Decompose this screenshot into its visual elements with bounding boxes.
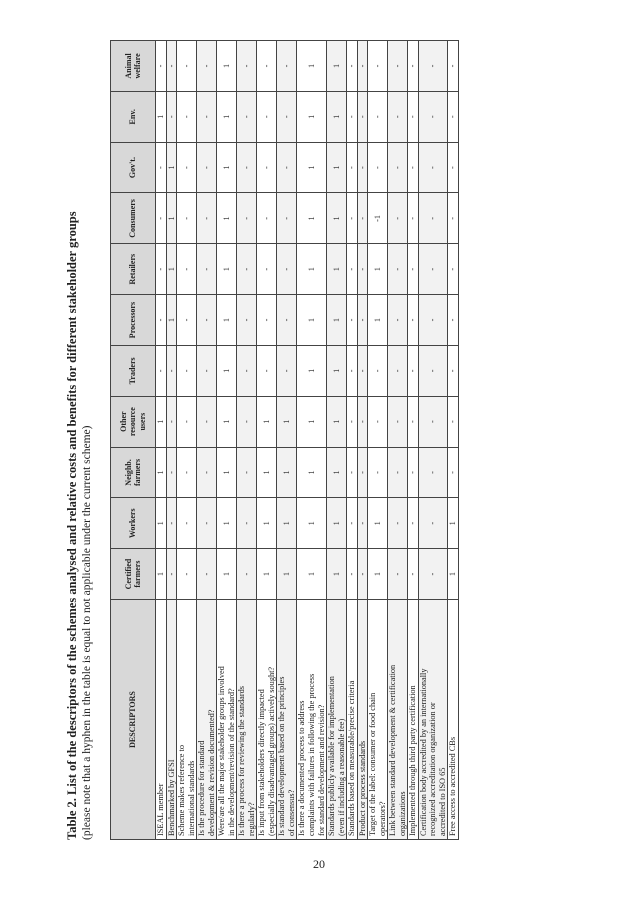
table-row: [357, 41, 368, 840]
value-cell: -: [408, 295, 419, 346]
table-subtitle: (please note that a hyphen in the table is equal to not applicable under the current scheme): [81, 425, 93, 840]
value-cell: -: [448, 345, 459, 396]
value-cell: -: [357, 193, 368, 244]
value-cell: -: [277, 244, 297, 295]
value-cell: -: [368, 142, 388, 193]
table-row: [327, 41, 347, 840]
value-cell: -: [277, 41, 297, 92]
value-cell: -: [408, 549, 419, 600]
value-cell: 1: [156, 91, 167, 142]
value-cell: 1: [217, 193, 237, 244]
value-cell: -: [177, 447, 197, 498]
value-cell: -: [197, 549, 217, 600]
value-cell: -: [408, 396, 419, 447]
descriptor-line: Is there a documented process to address: [297, 700, 307, 836]
value-cell: -: [156, 345, 167, 396]
value-cell: -: [277, 295, 297, 346]
value-cell: -: [177, 91, 197, 142]
value-cell: -: [357, 447, 368, 498]
value-cell: -: [277, 91, 297, 142]
header-certified-farmers: [111, 549, 156, 600]
value-cell: -: [257, 193, 277, 244]
value-cell: -: [368, 447, 388, 498]
value-cell: -: [197, 142, 217, 193]
value-cell: 1: [156, 549, 167, 600]
value-cell: 1: [217, 447, 237, 498]
value-cell: 1: [297, 447, 327, 498]
value-cell: -: [347, 142, 358, 193]
value-cell: -: [448, 142, 459, 193]
value-cell: 1: [368, 549, 388, 600]
header-line: farmers: [133, 458, 142, 487]
value-cell: -: [388, 498, 408, 549]
descriptor-cell: [297, 600, 327, 840]
descriptor-line: Is standard development based on the principles: [277, 676, 287, 836]
header-processors: Processors: [111, 295, 156, 346]
descriptor-cell: [418, 600, 448, 840]
value-cell: -: [197, 193, 217, 244]
value-cell: -: [418, 244, 448, 295]
value-cell: 1: [297, 549, 327, 600]
value-cell: -: [257, 142, 277, 193]
header-neighb-farmers: [111, 447, 156, 498]
descriptor-cell: [388, 600, 408, 840]
value-cell: -: [197, 244, 217, 295]
value-cell: -: [166, 41, 177, 92]
value-cell: -: [237, 447, 257, 498]
value-cell: -: [197, 345, 217, 396]
value-cell: -: [388, 91, 408, 142]
descriptor-cell: [357, 600, 368, 840]
value-cell: -: [347, 549, 358, 600]
value-cell: -: [347, 498, 358, 549]
value-cell: -: [277, 142, 297, 193]
value-cell: -: [347, 41, 358, 92]
value-cell: 1: [297, 244, 327, 295]
value-cell: 1: [327, 295, 347, 346]
descriptor-cell: [156, 600, 167, 840]
value-cell: 1: [257, 396, 277, 447]
header-retailers: Retailers: [111, 244, 156, 295]
value-cell: -: [237, 91, 257, 142]
value-cell: -: [237, 295, 257, 346]
value-cell: -: [166, 345, 177, 396]
table-row: [418, 41, 448, 840]
page-number: 20: [313, 857, 325, 871]
value-cell: 1: [327, 345, 347, 396]
value-cell: 1: [166, 295, 177, 346]
value-cell: -: [418, 41, 448, 92]
value-cell: -: [257, 295, 277, 346]
value-cell: 1: [368, 498, 388, 549]
value-cell: -1: [368, 193, 388, 244]
value-cell: 1: [297, 142, 327, 193]
value-cell: 1: [297, 193, 327, 244]
value-cell: 1: [297, 91, 327, 142]
value-cell: -: [237, 142, 257, 193]
value-cell: 1: [327, 91, 347, 142]
value-cell: -: [257, 345, 277, 396]
value-cell: 1: [297, 498, 327, 549]
descriptor-line: ISEAL member: [156, 783, 165, 836]
table-row: [347, 41, 358, 840]
value-cell: 1: [217, 244, 237, 295]
value-cell: -: [418, 396, 448, 447]
header-workers: Workers: [111, 498, 156, 549]
table-row: [177, 41, 197, 840]
value-cell: -: [368, 41, 388, 92]
value-cell: -: [448, 396, 459, 447]
descriptor-line: international standards: [186, 760, 196, 836]
value-cell: -: [357, 91, 368, 142]
value-cell: 1: [297, 41, 327, 92]
header-line: Neighb.: [123, 459, 133, 486]
descriptor-cell: [217, 600, 237, 840]
descriptor-cell: [197, 600, 217, 840]
value-cell: 1: [448, 498, 459, 549]
value-cell: -: [418, 193, 448, 244]
value-cell: -: [166, 447, 177, 498]
value-cell: 1: [166, 142, 177, 193]
value-cell: -: [418, 142, 448, 193]
value-cell: -: [357, 142, 368, 193]
descriptor-cell: [237, 600, 257, 840]
header-line: farmers: [133, 560, 142, 588]
table-body: [156, 41, 459, 840]
value-cell: 1: [166, 244, 177, 295]
value-cell: 1: [217, 295, 237, 346]
rotated-table-page: [65, 40, 565, 840]
value-cell: 1: [217, 396, 237, 447]
value-cell: -: [448, 41, 459, 92]
descriptor-line: Product or process standards: [357, 740, 367, 836]
value-cell: -: [347, 193, 358, 244]
value-cell: -: [368, 345, 388, 396]
descriptor-line: (even if including a reasonable fee): [336, 718, 346, 836]
descriptor-line: organizations: [397, 791, 407, 836]
table-row: [217, 41, 237, 840]
descriptor-line: Implemented through third party certification: [408, 685, 418, 836]
value-cell: 1: [368, 295, 388, 346]
header-line: Certified: [123, 558, 133, 590]
value-cell: -: [156, 295, 167, 346]
descriptor-line: Standards publicly available for implementation: [327, 676, 337, 836]
descriptor-line: regularly?: [246, 802, 256, 836]
value-cell: 1: [327, 447, 347, 498]
value-cell: 1: [257, 549, 277, 600]
value-cell: -: [257, 41, 277, 92]
table-row: [388, 41, 408, 840]
value-cell: 1: [217, 345, 237, 396]
value-cell: -: [177, 549, 197, 600]
value-cell: -: [368, 396, 388, 447]
value-cell: -: [197, 498, 217, 549]
descriptor-cell: [166, 600, 177, 840]
header-animal-welfare: [111, 41, 156, 92]
table-row: [156, 41, 167, 840]
header-descriptors: DESCRIPTORS: [111, 600, 156, 840]
value-cell: -: [408, 498, 419, 549]
value-cell: -: [357, 244, 368, 295]
value-cell: -: [177, 345, 197, 396]
value-cell: 1: [327, 396, 347, 447]
value-cell: -: [357, 41, 368, 92]
value-cell: -: [408, 244, 419, 295]
value-cell: -: [418, 295, 448, 346]
table-row: [368, 41, 388, 840]
value-cell: -: [166, 498, 177, 549]
value-cell: 1: [217, 498, 237, 549]
descriptor-line: (especially disadvantaged groups) actively sought?: [266, 666, 276, 836]
value-cell: -: [347, 295, 358, 346]
header-traders: Traders: [111, 345, 156, 396]
table-row: [197, 41, 217, 840]
value-cell: -: [156, 142, 167, 193]
value-cell: -: [156, 41, 167, 92]
value-cell: 1: [277, 447, 297, 498]
value-cell: -: [357, 396, 368, 447]
value-cell: -: [408, 345, 419, 396]
descriptor-line: Benchmarked by GFSI: [166, 759, 176, 836]
header-line: users: [137, 412, 147, 431]
table-row: [277, 41, 297, 840]
value-cell: 1: [156, 447, 167, 498]
descriptor-line: Link between standard development & certification: [388, 664, 398, 836]
descriptor-cell: [327, 600, 347, 840]
descriptor-cell: [347, 600, 358, 840]
descriptor-line: Scheme makes reference to: [177, 745, 187, 836]
value-cell: 1: [327, 41, 347, 92]
descriptor-line: Were/are all the major stakeholder groups involved: [217, 666, 227, 836]
descriptor-line: operators?: [377, 801, 387, 836]
header-line: Other: [119, 411, 129, 432]
value-cell: -: [418, 498, 448, 549]
table-row: [257, 41, 277, 840]
value-cell: 1: [277, 396, 297, 447]
descriptor-cell: [277, 600, 297, 840]
value-cell: 1: [448, 549, 459, 600]
descriptor-line: Certification body accredited by an internationally: [418, 668, 428, 836]
value-cell: -: [388, 193, 408, 244]
descriptor-line: Free access to accredited CBs: [448, 736, 458, 836]
descriptor-line: Standards based on measurable/precise criteria: [347, 680, 357, 836]
descriptor-line: for standard development and revision?: [316, 704, 326, 836]
value-cell: -: [448, 193, 459, 244]
value-cell: -: [237, 41, 257, 92]
value-cell: 1: [156, 498, 167, 549]
table-row: [408, 41, 419, 840]
descriptor-cell: [177, 600, 197, 840]
value-cell: -: [448, 244, 459, 295]
value-cell: -: [166, 91, 177, 142]
value-cell: -: [388, 41, 408, 92]
value-cell: -: [177, 193, 197, 244]
value-cell: 1: [277, 498, 297, 549]
header-row: [111, 41, 156, 840]
value-cell: -: [197, 91, 217, 142]
value-cell: -: [448, 447, 459, 498]
value-cell: -: [347, 447, 358, 498]
value-cell: -: [277, 345, 297, 396]
value-cell: 1: [297, 295, 327, 346]
value-cell: 1: [327, 549, 347, 600]
value-cell: 1: [257, 498, 277, 549]
value-cell: 1: [297, 345, 327, 396]
descriptor-line: Is the procedure for standard: [197, 740, 207, 836]
header-env: Env.: [111, 91, 156, 142]
value-cell: -: [257, 91, 277, 142]
value-cell: -: [197, 447, 217, 498]
value-cell: 1: [327, 244, 347, 295]
value-cell: -: [177, 295, 197, 346]
value-cell: -: [388, 142, 408, 193]
descriptor-line: in the development/revision of the standard?: [226, 688, 236, 836]
value-cell: -: [197, 295, 217, 346]
value-cell: -: [408, 193, 419, 244]
descriptor-line: complaints with failures in following the process: [306, 673, 316, 836]
value-cell: -: [357, 345, 368, 396]
value-cell: -: [408, 41, 419, 92]
table-row: [448, 41, 459, 840]
value-cell: 1: [217, 91, 237, 142]
value-cell: -: [388, 549, 408, 600]
descriptor-cell: [408, 600, 419, 840]
value-cell: -: [448, 295, 459, 346]
value-cell: 1: [297, 396, 327, 447]
value-cell: 1: [327, 142, 347, 193]
value-cell: -: [277, 193, 297, 244]
value-cell: -: [237, 549, 257, 600]
descriptor-line: accredited to ISO 65: [437, 767, 447, 836]
header-other-resource-users: [111, 396, 156, 447]
descriptors-table: [110, 40, 459, 840]
value-cell: -: [408, 142, 419, 193]
value-cell: -: [156, 193, 167, 244]
value-cell: 1: [277, 549, 297, 600]
value-cell: -: [388, 295, 408, 346]
value-cell: -: [197, 41, 217, 92]
value-cell: -: [388, 244, 408, 295]
header-line: welfare: [133, 53, 142, 79]
value-cell: -: [166, 396, 177, 447]
value-cell: -: [418, 345, 448, 396]
value-cell: -: [237, 396, 257, 447]
descriptor-line: of consensus?: [286, 789, 296, 836]
value-cell: 1: [257, 447, 277, 498]
value-cell: -: [388, 447, 408, 498]
value-cell: -: [448, 91, 459, 142]
value-cell: -: [237, 498, 257, 549]
value-cell: -: [347, 91, 358, 142]
descriptor-cell: [368, 600, 388, 840]
value-cell: -: [156, 244, 167, 295]
value-cell: -: [357, 295, 368, 346]
value-cell: -: [347, 345, 358, 396]
value-cell: 1: [368, 244, 388, 295]
value-cell: -: [418, 549, 448, 600]
value-cell: -: [237, 193, 257, 244]
value-cell: -: [408, 447, 419, 498]
value-cell: -: [166, 549, 177, 600]
value-cell: 1: [166, 193, 177, 244]
value-cell: -: [388, 345, 408, 396]
table-row: [237, 41, 257, 840]
header-line: resource: [128, 407, 138, 437]
value-cell: -: [368, 91, 388, 142]
value-cell: -: [177, 41, 197, 92]
descriptor-cell: [257, 600, 277, 840]
value-cell: -: [388, 396, 408, 447]
value-cell: -: [418, 91, 448, 142]
table-row: [166, 41, 177, 840]
value-cell: -: [408, 91, 419, 142]
header-consumers: Consumers: [111, 193, 156, 244]
value-cell: -: [357, 498, 368, 549]
value-cell: -: [177, 142, 197, 193]
descriptor-line: Is input from stakeholders directly impacted: [257, 689, 267, 836]
value-cell: -: [357, 549, 368, 600]
value-cell: -: [257, 244, 277, 295]
value-cell: 1: [217, 142, 237, 193]
header-line: Animal: [123, 53, 133, 79]
value-cell: 1: [327, 498, 347, 549]
value-cell: -: [197, 396, 217, 447]
value-cell: -: [237, 244, 257, 295]
table-title: Table 2. List of the descriptors of the schemes analysed and relative costs and benefits for different stakeholder groups: [65, 211, 79, 840]
table-row: [297, 41, 327, 840]
descriptor-cell: [448, 600, 459, 840]
value-cell: -: [347, 244, 358, 295]
descriptor-line: recognized accreditation organization or: [428, 702, 438, 836]
header-govt: Gov't.: [111, 142, 156, 193]
value-cell: 1: [156, 396, 167, 447]
value-cell: 1: [217, 41, 237, 92]
value-cell: -: [237, 345, 257, 396]
value-cell: -: [177, 498, 197, 549]
value-cell: -: [177, 396, 197, 447]
descriptor-line: Target of the label: consumer or food chain: [368, 692, 378, 836]
value-cell: -: [177, 244, 197, 295]
value-cell: -: [347, 396, 358, 447]
value-cell: -: [418, 447, 448, 498]
value-cell: 1: [217, 549, 237, 600]
value-cell: 1: [327, 193, 347, 244]
descriptor-line: development & revision documented?: [206, 709, 216, 836]
descriptor-line: Is there a process for reviewing the standards: [237, 686, 247, 836]
